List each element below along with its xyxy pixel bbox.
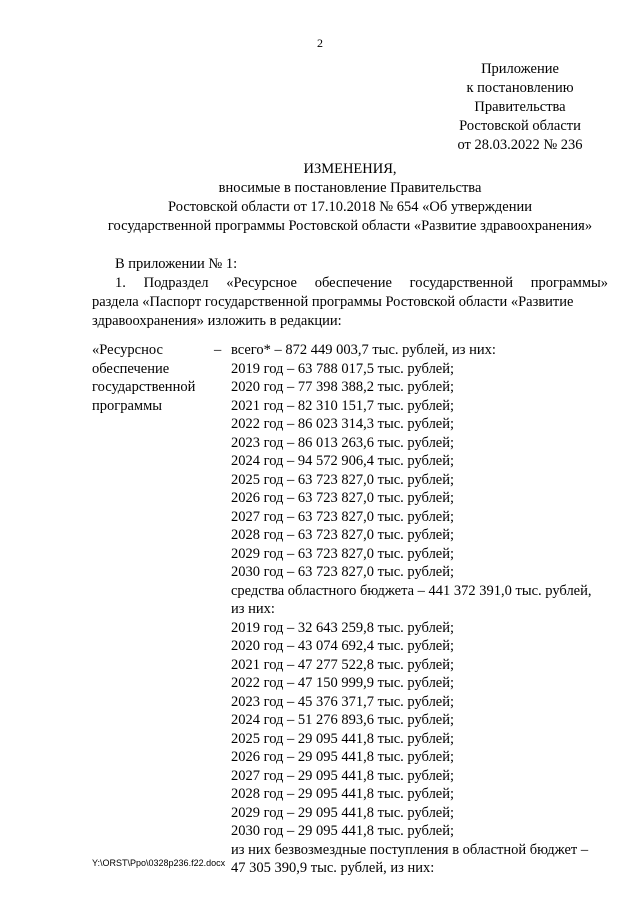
appendix-line: от 28.03.2022 № 236 bbox=[457, 137, 583, 153]
appendix-reference: В приложении № 1: bbox=[115, 256, 238, 272]
page-number: 2 bbox=[317, 36, 323, 50]
item-line: здравоохранения» изложить в редакции: bbox=[92, 313, 342, 329]
resource-line: 2029 год – 29 095 441,8 тыс. рублей; bbox=[231, 804, 455, 821]
resource-line: 2028 год – 29 095 441,8 тыс. рублей; bbox=[231, 786, 455, 802]
resource-line: 2019 год – 32 643 259,8 тыс. рублей; bbox=[231, 619, 455, 636]
resource-line: 2030 год – 29 095 441,8 тыс. рублей; bbox=[231, 823, 455, 839]
resources-label bbox=[92, 341, 195, 415]
resource-line: 2020 год – 43 074 692,4 тыс. рублей; bbox=[231, 638, 455, 654]
appendix-line: Правительства bbox=[474, 99, 566, 115]
appendix-line: Ростовской области bbox=[459, 118, 581, 134]
resource-line: 2021 год – 47 277 522,8 тыс. рублей; bbox=[231, 656, 455, 673]
document-subtitle-line: Ростовской области от 17.10.2018 № 654 «Об утверждении bbox=[168, 199, 532, 215]
document-subtitle-line: государственной программы Ростовской области «Развитие здравоохранения» bbox=[107, 218, 593, 234]
resource-line: 2023 год – 45 376 371,7 тыс. рублей; bbox=[231, 693, 455, 710]
intro-paragraph bbox=[0, 255, 640, 331]
resources-label-line: обеспечение bbox=[92, 360, 170, 377]
document-subtitle-line: вносимые в постановление Правительства bbox=[218, 180, 482, 196]
resource-line: 2029 год – 63 723 827,0 тыс. рублей; bbox=[231, 545, 455, 562]
resource-line: 2020 год – 77 398 388,2 тыс. рублей; bbox=[231, 379, 455, 395]
resource-line: 2024 год – 94 572 906,4 тыс. рублей; bbox=[231, 453, 455, 469]
file-path-footer: Y:\ORST\Ppo\0328p236.f22.docx bbox=[92, 858, 226, 868]
resource-line: 2023 год – 86 013 263,6 тыс. рублей; bbox=[231, 434, 455, 451]
resource-line: всего* – 872 449 003,7 тыс. рублей, из них: bbox=[231, 342, 496, 358]
resource-line: 2022 год – 47 150 999,9 тыс. рублей; bbox=[231, 675, 455, 691]
document-title-block bbox=[60, 160, 640, 236]
appendix-line: к постановлению bbox=[466, 80, 574, 96]
resource-line: 2026 год – 63 723 827,0 тыс. рублей; bbox=[231, 490, 455, 506]
appendix-line: Приложение bbox=[481, 61, 559, 77]
item-line: раздела «Паспорт государственной программы Ростовской области «Развитие bbox=[92, 294, 574, 310]
resource-line: 2030 год – 63 723 827,0 тыс. рублей; bbox=[231, 564, 455, 580]
resource-line: из них: bbox=[231, 601, 275, 617]
resource-line: из них безвозмездные поступления в областной бюджет – bbox=[231, 841, 589, 858]
resource-line: 2025 год – 29 095 441,8 тыс. рублей; bbox=[231, 730, 455, 747]
resources-dash: – bbox=[214, 342, 222, 358]
resource-line: 2025 год – 63 723 827,0 тыс. рублей; bbox=[231, 471, 455, 488]
resource-line: 2024 год – 51 276 893,6 тыс. рублей; bbox=[231, 712, 455, 728]
appendix-header bbox=[440, 60, 600, 155]
document-title: ИЗМЕНЕНИЯ, bbox=[303, 161, 397, 177]
resource-line: средства областного бюджета – 441 372 391,0 тыс. рублей, bbox=[231, 582, 592, 599]
resources-label-line: программы bbox=[92, 397, 162, 414]
resources-values bbox=[231, 341, 611, 878]
resource-line: 2027 год – 63 723 827,0 тыс. рублей; bbox=[231, 508, 455, 525]
resources-label-line: государственной bbox=[92, 379, 196, 395]
resource-line: 2021 год – 82 310 151,7 тыс. рублей; bbox=[231, 397, 455, 414]
resource-line: 2019 год – 63 788 017,5 тыс. рублей; bbox=[231, 360, 455, 377]
resource-line: 2027 год – 29 095 441,8 тыс. рублей; bbox=[231, 767, 455, 784]
resource-line: 2026 год – 29 095 441,8 тыс. рублей; bbox=[231, 749, 455, 765]
resource-line: 47 305 390,9 тыс. рублей, из них: bbox=[231, 860, 435, 876]
item-line: 1. Подраздел «Ресурсное обеспечение государственной программы» bbox=[115, 275, 608, 291]
resources-label-line: «Ресурснос bbox=[92, 342, 163, 358]
resource-line: 2022 год – 86 023 314,3 тыс. рублей; bbox=[231, 416, 455, 432]
resource-line: 2028 год – 63 723 827,0 тыс. рублей; bbox=[231, 527, 455, 543]
